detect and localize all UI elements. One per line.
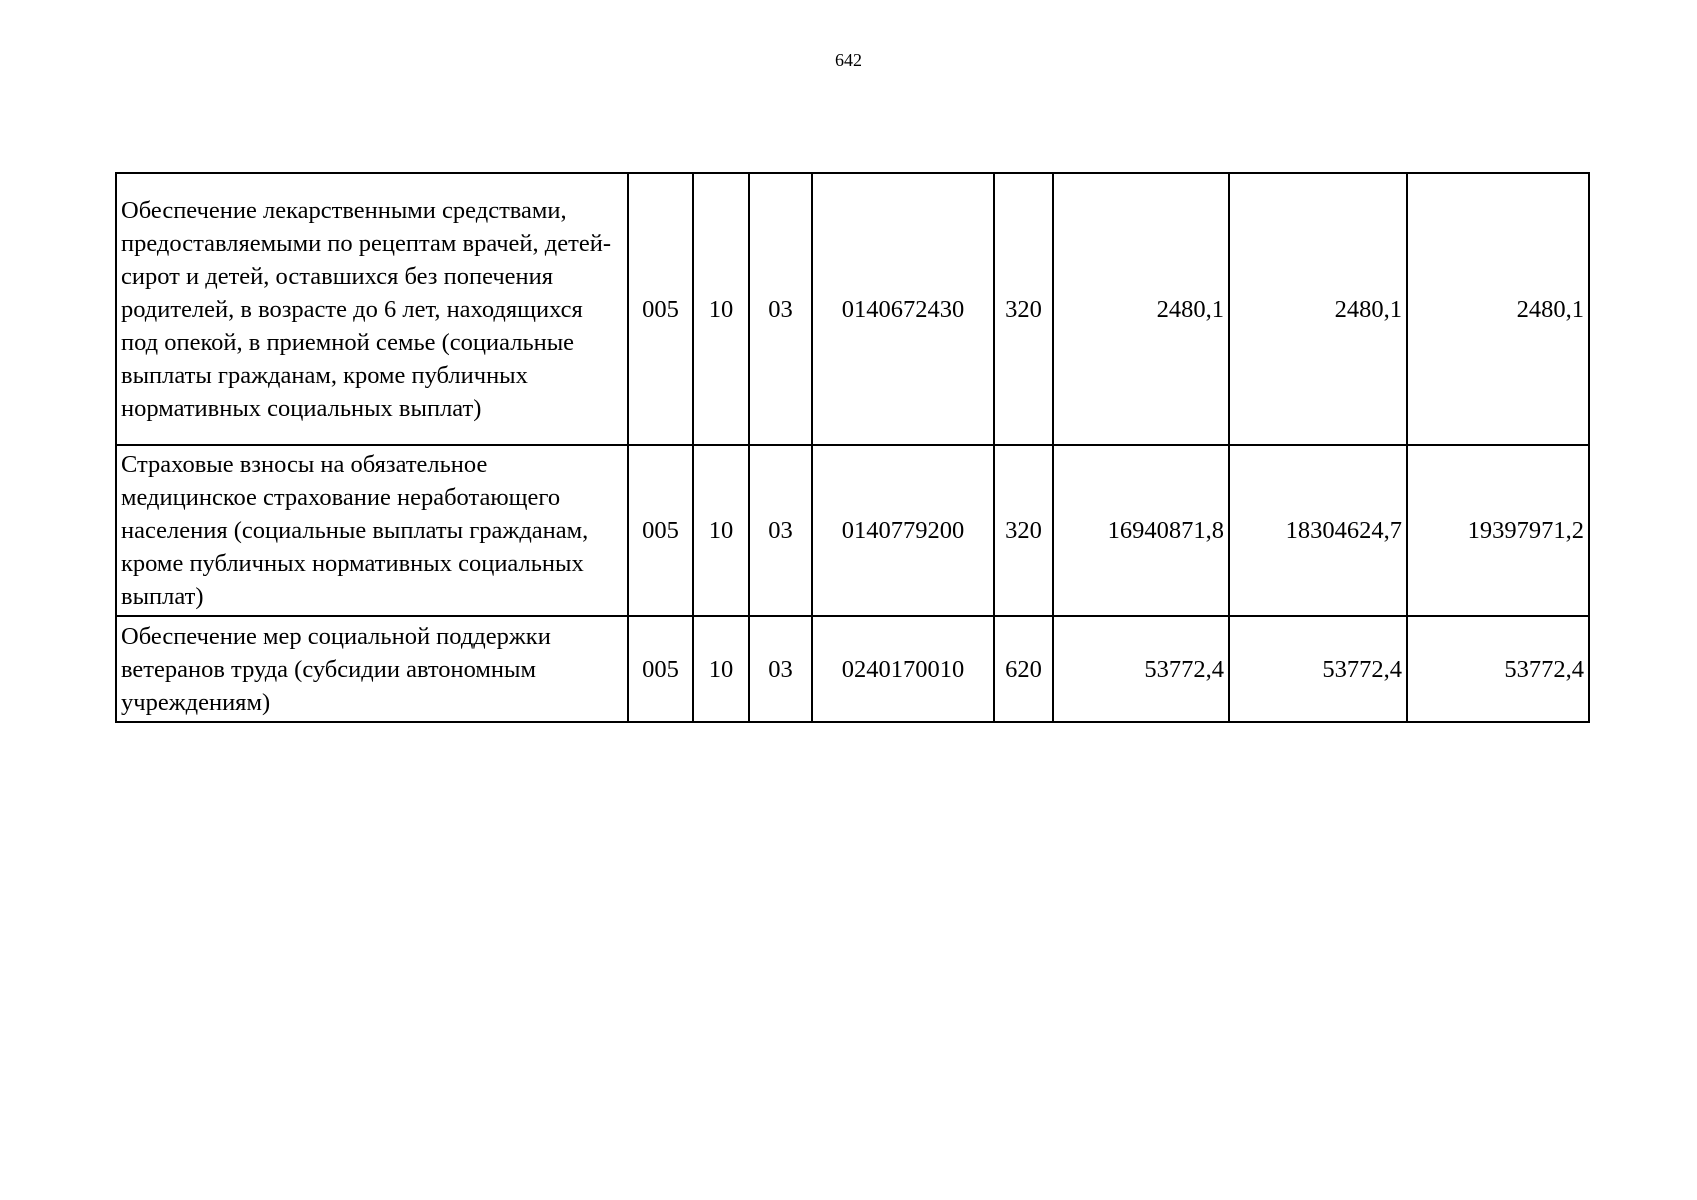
amount-year-1: 16940871,8: [1053, 445, 1229, 616]
amount-year-1: 2480,1: [1053, 173, 1229, 445]
expense-type-code: 320: [994, 445, 1053, 616]
target-article-code: 0140779200: [812, 445, 994, 616]
amount-year-2: 53772,4: [1229, 616, 1407, 722]
expense-type-code: 320: [994, 173, 1053, 445]
budget-table: [115, 172, 1590, 723]
amount-year-3: 2480,1: [1407, 173, 1589, 445]
table-row: [116, 445, 1589, 616]
subsection-code: 03: [749, 173, 812, 445]
ministry-code: 005: [628, 445, 693, 616]
subsection-code: 03: [749, 616, 812, 722]
section-code: 10: [693, 173, 749, 445]
amount-year-3: 19397971,2: [1407, 445, 1589, 616]
expense-type-code: 620: [994, 616, 1053, 722]
target-article-code: 0240170010: [812, 616, 994, 722]
subsection-code: 03: [749, 445, 812, 616]
ministry-code: 005: [628, 616, 693, 722]
page-number: 642: [835, 50, 862, 70]
amount-year-2: 18304624,7: [1229, 445, 1407, 616]
section-code: 10: [693, 445, 749, 616]
section-code: 10: [693, 616, 749, 722]
ministry-code: 005: [628, 173, 693, 445]
row-description: Страховые взносы на обязательное медицинское страхование неработающего населения (социальные выплаты гражданам, кроме публичных нормативных социальных выплат): [116, 445, 628, 616]
table-row: [116, 173, 1589, 445]
amount-year-3: 53772,4: [1407, 616, 1589, 722]
target-article-code: 0140672430: [812, 173, 994, 445]
row-description: Обеспечение лекарственными средствами, предоставляемыми по рецептам врачей, детей-сирот и детей, оставшихся без попечения родителей, в возрасте до 6 лет, находящихся под опекой, в приемной семье (социальные выплаты гражданам, кроме публичных нормативных социальных выплат): [116, 173, 628, 445]
row-description: Обеспечение мер социальной поддержки ветеранов труда (субсидии автономным учреждениям): [116, 616, 628, 722]
table-row: [116, 616, 1589, 722]
amount-year-2: 2480,1: [1229, 173, 1407, 445]
amount-year-1: 53772,4: [1053, 616, 1229, 722]
